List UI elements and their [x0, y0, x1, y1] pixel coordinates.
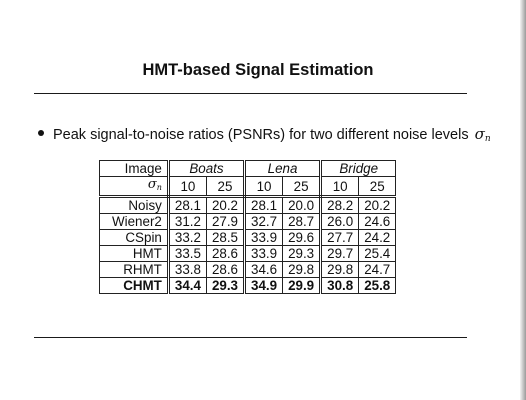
psnr-value-cell: 28.2 — [321, 197, 359, 214]
method-name-cell: Noisy — [100, 197, 169, 214]
psnr-value-cell: 33.9 — [245, 246, 283, 262]
psnr-value-cell: 25.8 — [359, 278, 396, 294]
table-row — [100, 262, 396, 278]
psnr-value-cell: 29.8 — [321, 262, 359, 278]
psnr-value-cell: 27.9 — [206, 214, 244, 230]
corner-header: Image — [100, 161, 169, 177]
psnr-value-cell: 34.9 — [245, 278, 283, 294]
psnr-value-cell: 29.7 — [321, 246, 359, 262]
method-name-cell: HMT — [100, 246, 169, 262]
noise-level-cell: 25 — [283, 177, 321, 197]
psnr-value-cell: 33.8 — [168, 262, 206, 278]
psnr-value-cell: 29.8 — [283, 262, 321, 278]
psnr-value-cell: 33.5 — [168, 246, 206, 262]
bullet-item — [38, 125, 491, 144]
sigma-header — [100, 177, 169, 197]
psnr-value-cell: 34.6 — [245, 262, 283, 278]
psnr-value-cell: 33.9 — [245, 230, 283, 246]
sigma-header-symbol: σ — [147, 177, 157, 192]
footer-divider — [34, 337, 467, 338]
psnr-value-cell: 24.6 — [359, 214, 396, 230]
psnr-value-cell: 28.7 — [283, 214, 321, 230]
table-body — [100, 197, 396, 294]
table-row — [100, 230, 396, 246]
bullet-icon — [38, 130, 44, 136]
psnr-value-cell: 28.1 — [245, 197, 283, 214]
page-edge-shadow — [520, 0, 526, 400]
psnr-value-cell: 24.7 — [359, 262, 396, 278]
group-header-bridge: Bridge — [321, 161, 396, 177]
method-name-cell: Wiener2 — [100, 214, 169, 230]
psnr-value-cell: 29.6 — [283, 230, 321, 246]
table-row — [100, 214, 396, 230]
psnr-value-cell: 20.0 — [283, 197, 321, 214]
noise-level-cell: 10 — [168, 177, 206, 197]
sigma-symbol: σ — [474, 125, 485, 143]
sigma-header-subscript: n — [156, 183, 162, 192]
title-divider — [34, 93, 467, 94]
method-name-cell: CSpin — [100, 230, 169, 246]
psnr-value-cell: 31.2 — [168, 214, 206, 230]
psnr-value-cell: 29.3 — [283, 246, 321, 262]
psnr-value-cell: 28.5 — [206, 230, 244, 246]
method-name-cell: CHMT — [100, 278, 169, 294]
psnr-value-cell: 29.3 — [206, 278, 244, 294]
psnr-value-cell: 25.4 — [359, 246, 396, 262]
psnr-value-cell: 32.7 — [245, 214, 283, 230]
sigma-n-symbol — [473, 125, 491, 143]
table-header-row — [100, 161, 396, 177]
psnr-value-cell: 26.0 — [321, 214, 359, 230]
noise-level-cell: 10 — [245, 177, 283, 197]
psnr-value-cell: 34.4 — [168, 278, 206, 294]
slide-title: HMT-based Signal Estimation — [142, 61, 374, 79]
psnr-value-cell: 20.2 — [359, 197, 396, 214]
psnr-value-cell: 30.8 — [321, 278, 359, 294]
psnr-value-cell: 28.6 — [206, 262, 244, 278]
psnr-value-cell: 29.9 — [283, 278, 321, 294]
table-row — [100, 197, 396, 214]
noise-level-cell: 25 — [206, 177, 244, 197]
psnr-value-cell: 33.2 — [168, 230, 206, 246]
psnr-table — [99, 160, 396, 294]
psnr-value-cell: 20.2 — [206, 197, 244, 214]
noise-level-cell: 10 — [321, 177, 359, 197]
noise-level-row — [100, 177, 396, 197]
table-row — [100, 278, 396, 294]
psnr-value-cell: 27.7 — [321, 230, 359, 246]
group-header-lena: Lena — [245, 161, 321, 177]
noise-level-cell: 25 — [359, 177, 396, 197]
psnr-value-cell: 28.6 — [206, 246, 244, 262]
table-row — [100, 246, 396, 262]
bullet-text: Peak signal-to-noise ratios (PSNRs) for two different noise levels — [53, 127, 469, 143]
group-header-boats: Boats — [168, 161, 244, 177]
sigma-subscript: n — [484, 134, 491, 144]
psnr-value-cell: 28.1 — [168, 197, 206, 214]
method-name-cell: RHMT — [100, 262, 169, 278]
psnr-value-cell: 24.2 — [359, 230, 396, 246]
